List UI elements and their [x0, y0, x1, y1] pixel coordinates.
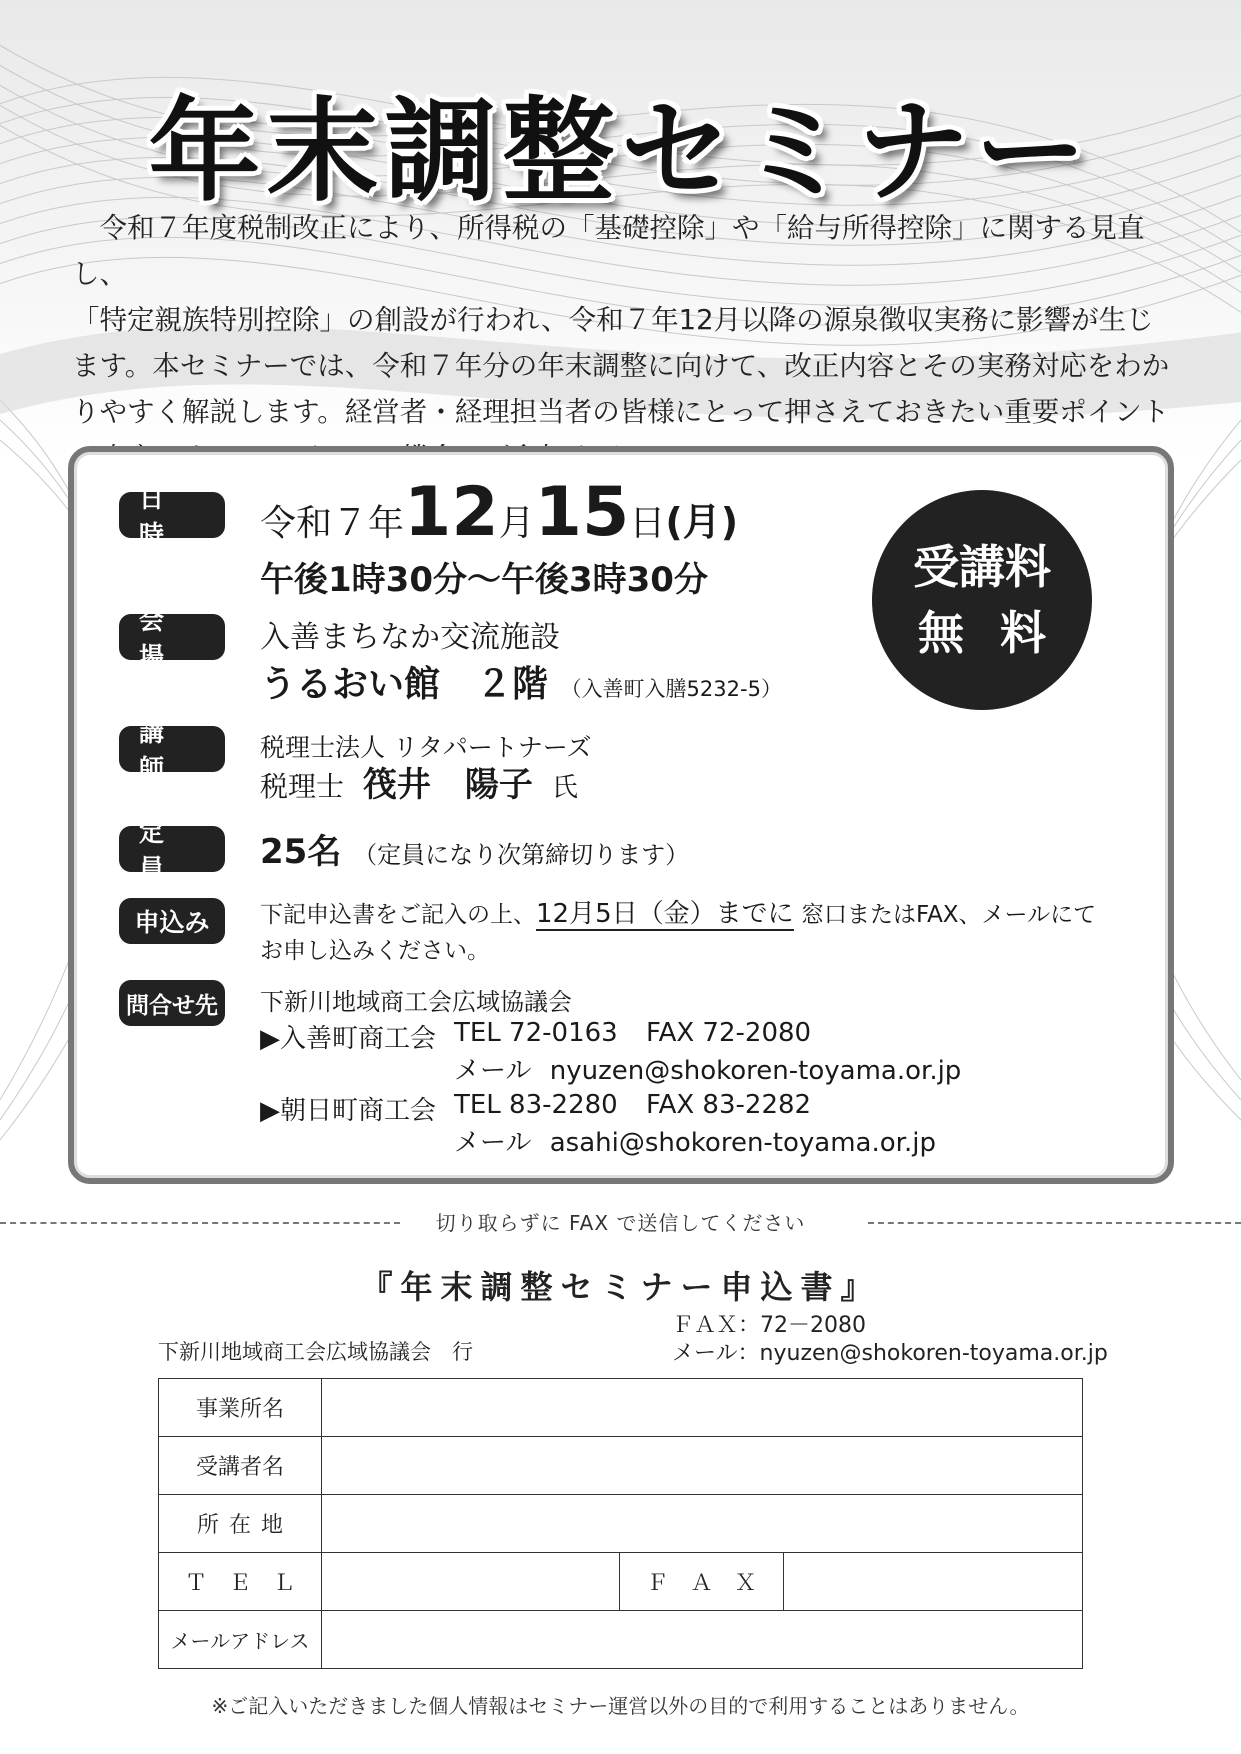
intro-line: 令和７年度税制改正により、所得税の「基礎控除」や「給与所得控除」に関する見直し、	[72, 212, 1145, 290]
address-field[interactable]	[322, 1495, 1083, 1553]
table-row	[159, 1611, 1083, 1669]
tel-label: ＴＥＬ	[159, 1553, 322, 1611]
contact-entry-name: ▶朝日町商工会	[260, 1096, 436, 1126]
apply-line2: お申し込みください。	[260, 938, 490, 964]
apply-post: 窓口またはFAX、メールにて	[800, 902, 1097, 928]
fax-label: ＦＡＸ	[620, 1553, 784, 1611]
venue-facility: 入善まちなか交流施設	[260, 620, 560, 655]
lecturer-prefix: 税理士	[260, 770, 345, 803]
capacity-note: （定員になり次第締切ります）	[353, 841, 690, 869]
date-label-badge: 日時	[119, 492, 225, 538]
capacity-label-badge: 定員	[119, 826, 225, 872]
page-title: 年末調整セミナー	[148, 87, 1093, 217]
contact-entry-mail-line	[454, 1050, 961, 1087]
intro-line: りやすく解説します。経営者・経理担当者の皆様にとって押さえておきたい重要ポイント	[72, 396, 1170, 428]
contact-mail[interactable]: asahi@shokoren-toyama.or.jp	[549, 1128, 936, 1158]
lecturer-org: 税理士法人 リタパートナーズ	[260, 733, 592, 762]
date-era: 令和７年	[260, 503, 405, 544]
company-field[interactable]	[322, 1379, 1083, 1437]
table-row	[159, 1437, 1083, 1495]
badge-line2: 無料	[918, 606, 1082, 660]
address-label: 所在地	[159, 1495, 322, 1553]
capacity-count: 25名	[260, 832, 342, 872]
date-month-unit: 月	[498, 503, 535, 544]
venue-label-badge: 会場	[119, 614, 225, 660]
lecturer-name: 筏井 陽子	[362, 765, 533, 805]
seminar-time: 午後1時30分〜午後3時30分	[260, 560, 708, 600]
intro-line: 「特定親族特別控除」の創設が行われ、令和７年12月以降の源泉徴収実務に影響が生じ	[72, 304, 1154, 336]
capacity-line	[260, 824, 689, 873]
contact-entry-tel: TEL 72-0163	[454, 1018, 618, 1048]
free-admission-badge	[872, 490, 1092, 710]
apply-line1	[260, 898, 1096, 931]
cut-instruction: 切り取らずに FAX で送信してください	[435, 1211, 806, 1235]
contact-mail-label: メール	[454, 1056, 532, 1086]
table-row	[159, 1495, 1083, 1553]
apply-pre: 下記申込書をご記入の上、	[260, 902, 536, 928]
contact-entry-tel: TEL 83-2280	[454, 1090, 618, 1120]
table-row	[159, 1553, 1083, 1611]
form-title: 『年末調整セミナー申込書』	[360, 1268, 881, 1306]
lecturer-suffix: 氏	[551, 773, 578, 803]
email-field[interactable]	[322, 1611, 1083, 1669]
contact-label-badge: 問合せ先	[119, 980, 225, 1026]
privacy-footnote: ※ご記入いただきました個人情報はセミナー運営以外の目的で利用することはありません。	[211, 1694, 1030, 1718]
venue-line2	[260, 656, 782, 707]
form-addressee: 下新川地域商工会広域協議会 行	[158, 1340, 473, 1364]
badge-line1: 受講料	[913, 540, 1051, 594]
date-weekday: (月)	[665, 500, 739, 544]
date-day-unit: 日	[629, 503, 666, 544]
contact-entry-fax: FAX 83-2282	[646, 1090, 812, 1120]
intro-line: ます。本セミナーでは、令和７年分の年末調整に向けて、改正内容とその実務対応をわか	[72, 350, 1170, 382]
contact-mail[interactable]: nyuzen@shokoren-toyama.or.jp	[549, 1056, 962, 1086]
contact-entry-fax: FAX 72-2080	[646, 1018, 812, 1048]
form-contact-info	[672, 1312, 1108, 1368]
form-fax-line: ＦＡＸ：72－2080	[672, 1313, 866, 1338]
company-label: 事業所名	[159, 1379, 322, 1437]
intro-paragraph	[72, 205, 1172, 481]
form-mail-line: メール：nyuzen@shokoren-toyama.or.jp	[672, 1341, 1108, 1366]
contact-org: 下新川地域商工会広域協議会	[260, 988, 572, 1016]
email-label: メールアドレス	[159, 1611, 322, 1669]
table-row	[159, 1379, 1083, 1437]
venue-address: （入善町入膳5232-5）	[560, 677, 782, 701]
contact-entry-mail-line	[454, 1122, 936, 1159]
venue-name: うるおい館 ２階	[260, 664, 549, 705]
apply-deadline: 12月5日（金）までに	[536, 899, 794, 929]
tel-field[interactable]	[322, 1553, 620, 1611]
apply-label-badge: 申込み	[119, 898, 225, 944]
contact-entry-name: ▶入善町商工会	[260, 1024, 436, 1054]
lecturer-line	[260, 762, 578, 811]
contact-mail-label: メール	[454, 1128, 532, 1158]
date-month: 12	[404, 473, 499, 552]
application-form-table	[158, 1378, 1083, 1669]
date-day: 15	[534, 473, 630, 552]
attendee-field[interactable]	[322, 1437, 1083, 1495]
date-line	[260, 473, 739, 559]
attendee-label: 受講者名	[159, 1437, 322, 1495]
fax-field[interactable]	[784, 1553, 1083, 1611]
lecturer-label-badge: 講師	[119, 726, 225, 772]
